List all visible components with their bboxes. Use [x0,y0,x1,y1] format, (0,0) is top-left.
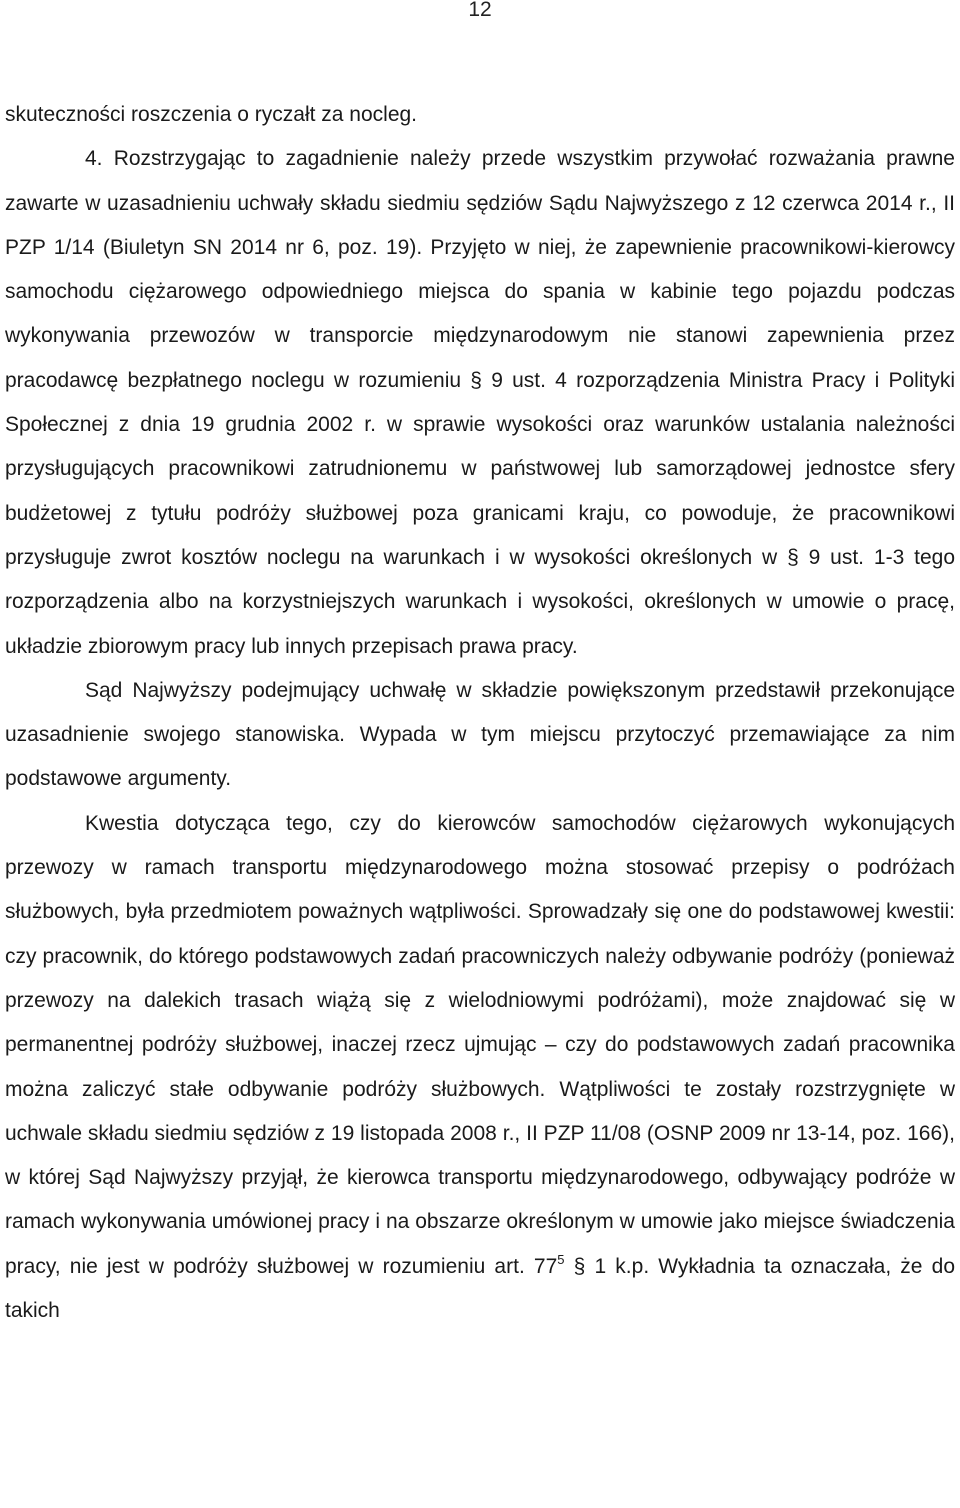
document-body [5,93,955,1333]
article-superscript: 5 [557,1251,565,1267]
paragraph-3: Sąd Najwyższy podejmujący uchwałę w składzie powiększonym przedstawił przekonujące uzasadnienie swojego stanowiska. Wypada w tym miejscu przytoczyć przemawiające za nim podstawowe argumenty. [5,678,955,791]
page-number: 12 [468,0,492,21]
paragraph-1: skuteczności roszczenia o ryczałt za nocleg. [5,103,418,126]
paragraph-4 [5,802,955,1334]
paragraph-4-text: Kwestia dotycząca tego, czy do kierowców samochodów ciężarowych wykonujących przewozy w ramach transportu międzynarodowego można stosować przepisy o podróżach służbowych, była przedmiotem poważnych wątpliwości. Sprowadzały się one do podstawowej kwestii: czy pracownik, do którego podstawowych zadań pracowniczych należy odbywanie podróży (ponieważ przewozy na dalekich trasach wiążą się z wielodniowymi podróżami), może znajdować się w permanentnej podróży służbowej, inaczej rzecz ujmując – czy do podstawowych zadań pracownika można zaliczyć stałe odbywanie podróży służbowych. Wątpliwości te zostały rozstrzygnięte w uchwale składu siedmiu sędziów z 19 listopada 2008 r., II PZP 11/08 (OSNP 2009 nr 13-14, poz. 166), w której Sąd Najwyższy przyjął, że kierowca transportu międzynarodowego, odbywający podróże w ramach wykonywania umówionej pracy i na obszarze określonym w umowie jako miejsce świadczenia pracy, nie jest w podróży służbowej w rozumieniu art. 77 [5,811,955,1278]
paragraph-4-text-end: § 1 k.p. Wykładnia ta oznaczała, że do takich [5,1254,955,1323]
paragraph-2: 4. Rozstrzygając to zagadnienie należy przede wszystkim przywołać rozważania prawne zawarte w uzasadnieniu uchwały składu siedmiu sędziów Sądu Najwyższego z 12 czerwca 2014 r., II PZP 1/14 (Biuletyn SN 2014 nr 6, poz. 19). Przyjęto w niej, że zapewnienie pracownikowi-kierowcy samochodu ciężarowego odpowiedniego miejsca do spania w kabinie tego pojazdu podczas wykonywania przewozów w transporcie międzynarodowym nie stanowi zapewnienia przez pracodawcę bezpłatnego noclegu w rozumieniu § 9 ust. 4 rozporządzenia Ministra Pracy i Polityki Społecznej z dnia 19 grudnia 2002 r. w sprawie wysokości oraz warunków ustalania należności przysługujących pracownikowi zatrudnionemu w państwowej lub samorządowej jednostce sfery budżetowej z tytułu podróży służbowej poza granicami kraju, co powoduje, że pracownikowi przysługuje zwrot kosztów noclegu na warunkach i w wysokości określonych w § 9 ust. 1-3 tego rozporządzenia albo na korzystniejszych warunkach i wysokości, określonych w umowie o pracę, układzie zbiorowym pracy lub innych przepisach prawa pracy. [5,147,955,658]
